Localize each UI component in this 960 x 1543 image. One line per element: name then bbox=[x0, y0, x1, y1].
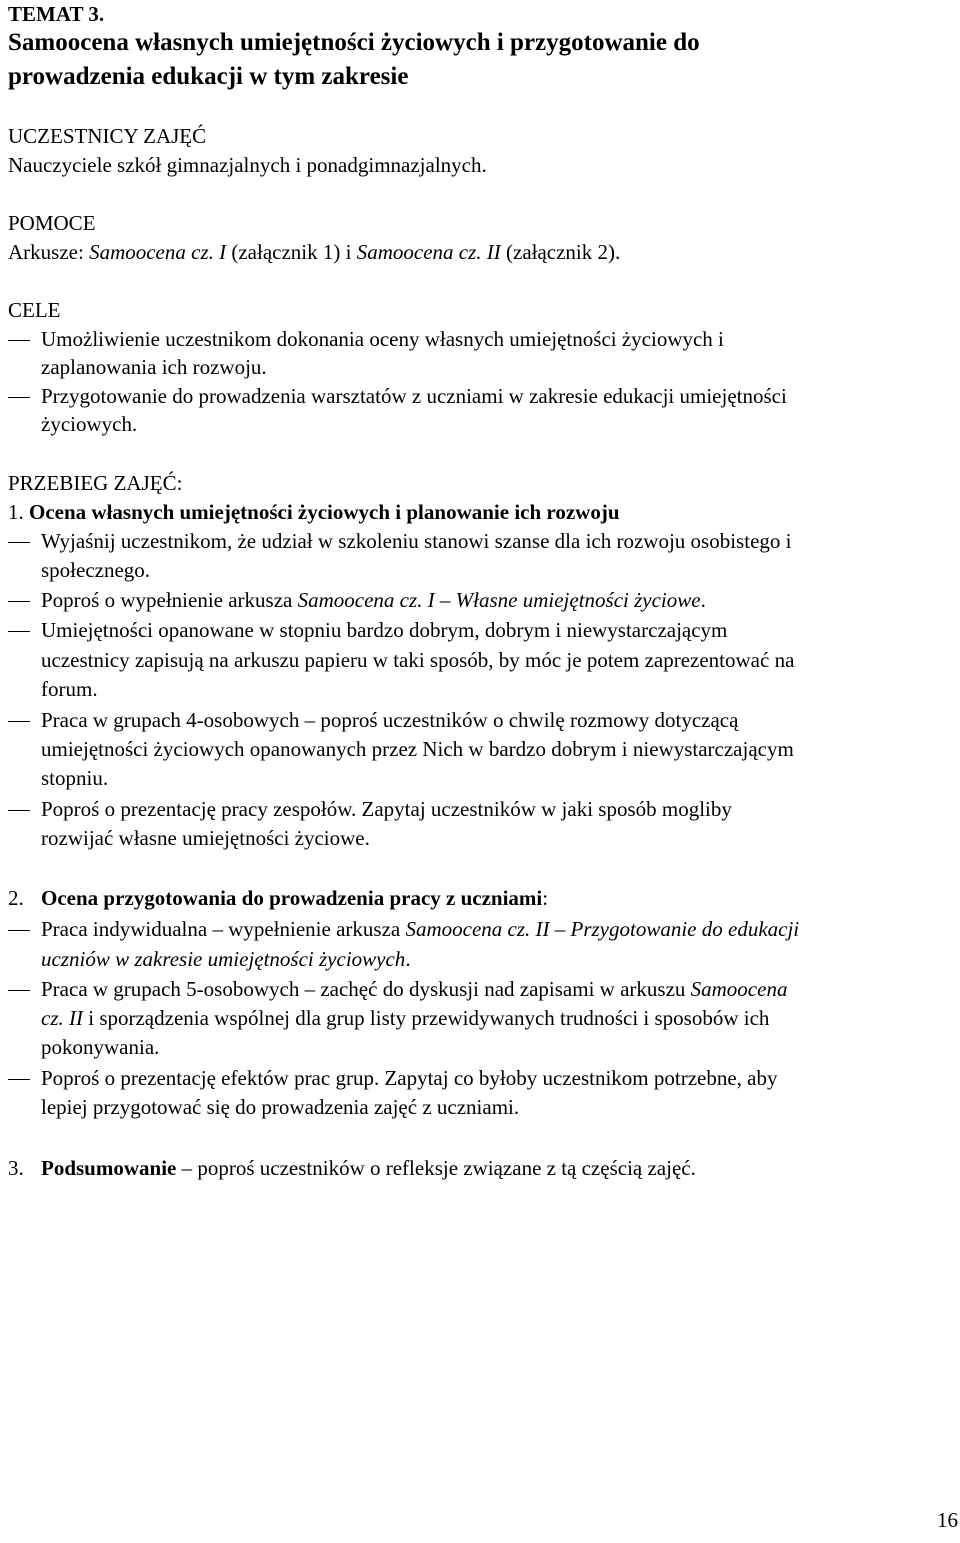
bullet-dash bbox=[8, 340, 30, 341]
s1-bullet-1-line-2: społecznego. bbox=[41, 558, 151, 582]
s1-bullet-3-line-2: uczestnicy zapisują na arkuszu papieru w taki sposób, by móc je potem zaprezentować na bbox=[41, 648, 795, 672]
section-1-heading: 1. Ocena własnych umiejętności życiowych i planowanie ich rozwoju bbox=[8, 500, 620, 524]
aids-heading: POMOCE bbox=[8, 211, 96, 235]
document-title-line-2: prowadzenia edukacji w tym zakresie bbox=[8, 63, 409, 90]
s1-bullet-3-line-3: forum. bbox=[41, 677, 98, 701]
bullet-dash bbox=[8, 601, 30, 602]
page-number: 16 bbox=[937, 1508, 958, 1532]
s2-bullet-2-line-1: Praca w grupach 5-osobowych – zachęć do dyskusji nad zapisami w arkuszu Samoocena bbox=[41, 977, 788, 1001]
participants-text: Nauczyciele szkół gimnazjalnych i ponadgimnazjalnych. bbox=[8, 153, 487, 177]
bullet-dash bbox=[8, 990, 30, 991]
s2-bullet-2-line-2: cz. II i sporządzenia wspólnej dla grup listy przewidywanych trudności i sposobów ich bbox=[41, 1006, 770, 1030]
bullet-dash bbox=[8, 397, 30, 398]
s1-bullet-2: Poproś o wypełnienie arkusza Samoocena cz. I – Własne umiejętności życiowe. bbox=[41, 588, 706, 612]
bullet-dash bbox=[8, 631, 30, 632]
course-heading: PRZEBIEG ZAJĘĆ: bbox=[8, 471, 183, 495]
goals-heading: CELE bbox=[8, 298, 61, 322]
goal-2-line-2: życiowych. bbox=[41, 412, 138, 436]
topic-label: TEMAT 3. bbox=[8, 2, 105, 26]
section-3-heading: 3. Podsumowanie – poproś uczestników o refleksje związane z tą częścią zajęć. bbox=[8, 1156, 696, 1180]
s1-bullet-5-line-1: Poproś o prezentację pracy zespołów. Zapytaj uczestników w jaki sposób mogliby bbox=[41, 797, 732, 821]
s2-bullet-2-line-3: pokonywania. bbox=[41, 1035, 160, 1059]
bullet-dash bbox=[8, 721, 30, 722]
s1-bullet-4-line-3: stopniu. bbox=[41, 766, 109, 790]
goal-2-line-1: Przygotowanie do prowadzenia warsztatów z uczniami w zakresie edukacji umiejętności bbox=[41, 384, 787, 408]
s1-bullet-4-line-1: Praca w grupach 4-osobowych – poproś uczestników o chwilę rozmowy dotyczącą bbox=[41, 708, 739, 732]
goal-1-line-2: zaplanowania ich rozwoju. bbox=[41, 355, 267, 379]
s2-bullet-3-line-2: lepiej przygotować się do prowadzenia zajęć z uczniami. bbox=[41, 1095, 520, 1119]
aids-text: Arkusze: Samoocena cz. I (załącznik 1) i Samoocena cz. II (załącznik 2). bbox=[8, 240, 621, 264]
s1-bullet-3-line-1: Umiejętności opanowane w stopniu bardzo dobrym, dobrym i niewystarczającym bbox=[41, 618, 728, 642]
bullet-dash bbox=[8, 542, 30, 543]
document-title-line-1: Samoocena własnych umiejętności życiowych i przygotowanie do bbox=[8, 29, 700, 56]
bullet-dash bbox=[8, 1079, 30, 1080]
s1-bullet-1-line-1: Wyjaśnij uczestnikom, że udział w szkoleniu stanowi szanse dla ich rozwoju osobistego i bbox=[41, 529, 792, 553]
s2-bullet-1-line-1: Praca indywidualna – wypełnienie arkusza Samoocena cz. II – Przygotowanie do edukacji bbox=[41, 917, 800, 941]
participants-heading: UCZESTNICY ZAJĘĆ bbox=[8, 124, 207, 148]
bullet-dash bbox=[8, 810, 30, 811]
bullet-dash bbox=[8, 930, 30, 931]
s1-bullet-5-line-2: rozwijać własne umiejętności życiowe. bbox=[41, 826, 370, 850]
s2-bullet-3-line-1: Poproś o prezentację efektów prac grup. Zapytaj co byłoby uczestnikom potrzebne, aby bbox=[41, 1066, 778, 1090]
s2-bullet-1-line-2: uczniów w zakresie umiejętności życiowych. bbox=[41, 947, 411, 971]
s1-bullet-4-line-2: umiejętności życiowych opanowanych przez Nich w bardzo dobrym i niewystarczającym bbox=[41, 737, 794, 761]
section-2-heading: 2. Ocena przygotowania do prowadzenia pracy z uczniami: bbox=[8, 886, 549, 910]
goal-1-line-1: Umożliwienie uczestnikom dokonania oceny własnych umiejętności życiowych i bbox=[41, 327, 724, 351]
